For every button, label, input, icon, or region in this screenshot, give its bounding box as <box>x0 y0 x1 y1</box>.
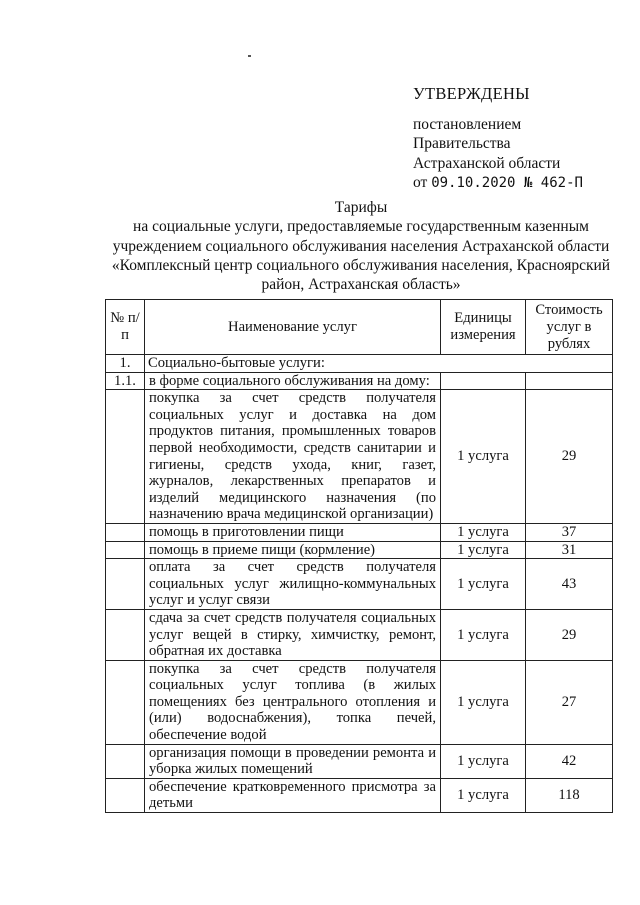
header-unit: Единицы измерения <box>441 300 526 355</box>
table-row <box>106 523 613 541</box>
approval-date-prefix: от <box>413 174 428 191</box>
row-unit: 1 услуга <box>441 778 526 812</box>
title-line-5: район, Астраханская область» <box>261 276 461 294</box>
subsection-cost <box>526 372 613 390</box>
row-num <box>106 660 145 744</box>
header-num: № п/п <box>106 300 145 355</box>
table-row <box>106 541 613 559</box>
row-unit: 1 услуга <box>441 390 526 524</box>
table-row <box>106 778 613 812</box>
table-row <box>106 744 613 778</box>
row-unit: 1 услуга <box>441 744 526 778</box>
row-name: организация помощи в проведении ремонта и уборка жилых помещений <box>145 744 441 778</box>
section-name: Социально-бытовые услуги: <box>145 355 613 373</box>
row-cost: 29 <box>526 609 613 660</box>
approval-heading: УТВЕРЖДЕНЫ <box>413 84 530 103</box>
section-num: 1. <box>106 355 145 373</box>
document-title <box>108 198 614 294</box>
row-cost: 27 <box>526 660 613 744</box>
row-num <box>106 778 145 812</box>
section-row <box>106 355 613 373</box>
table-row <box>106 609 613 660</box>
table-row <box>106 660 613 744</box>
row-name: оплата за счет средств получателя социальных услуг жилищно-коммунальных услуг и услуг связи <box>145 559 441 610</box>
title-line-4: «Комплексный центр социального обслуживания населения, Красноярский <box>111 256 611 274</box>
row-cost: 42 <box>526 744 613 778</box>
scan-speck <box>248 55 251 57</box>
row-cost: 43 <box>526 559 613 610</box>
row-unit: 1 услуга <box>441 609 526 660</box>
row-cost: 118 <box>526 778 613 812</box>
row-num <box>106 609 145 660</box>
row-cost: 29 <box>526 390 613 524</box>
tariff-table <box>105 299 613 813</box>
row-name: помощь в приеме пищи (кормление) <box>145 541 441 559</box>
title-line-2: на социальные услуги, предоставляемые государственным казенным <box>133 218 589 236</box>
row-name: покупка за счет средств получателя социальных услуг топлива (в жилых помещениях без центрального отопления и (или) водоснабжения), топка печей, обеспечение водой <box>145 660 441 744</box>
subsection-name: в форме социального обслуживания на дому: <box>145 372 441 390</box>
table-header-row <box>106 300 613 355</box>
row-name: помощь в приготовлении пищи <box>145 523 441 541</box>
row-name: покупка за счет средств получателя социальных услуг и доставка на дом продуктов питания, промышленных товаров первой необходимости, средств санитарии и гигиены, средств ухода, книг, газет, журналов, лекарственных препаратов и изделий медицинского назначения (по назначению врача медицинской организации) <box>145 390 441 524</box>
row-cost: 37 <box>526 523 613 541</box>
approval-date-value: 09.10.2020 № 462-П <box>431 175 583 191</box>
row-unit: 1 услуга <box>441 660 526 744</box>
approval-line-2: Правительства <box>413 135 511 152</box>
approval-line-3: Астраханской области <box>413 154 561 172</box>
row-num <box>106 390 145 524</box>
header-name: Наименование услуг <box>145 300 441 355</box>
row-num <box>106 559 145 610</box>
row-name: обеспечение кратковременного присмотра за детьми <box>145 778 441 812</box>
approval-date-line <box>413 173 583 194</box>
row-num <box>106 744 145 778</box>
subsection-row <box>106 372 613 390</box>
row-unit: 1 услуга <box>441 523 526 541</box>
row-num <box>106 523 145 541</box>
row-num <box>106 541 145 559</box>
row-unit: 1 услуга <box>441 559 526 610</box>
header-cost: Стоимость услуг в рублях <box>526 300 613 355</box>
title-line-3: учреждением социального обслуживания населения Астраханской области <box>112 237 610 255</box>
row-unit: 1 услуга <box>441 541 526 559</box>
row-name: сдача за счет средств получателя социальных услуг вещей в стирку, химчистку, ремонт, обратная их доставка <box>145 609 441 660</box>
table-row <box>106 390 613 524</box>
approval-line-1: постановлением <box>413 115 522 133</box>
approval-stamp-block <box>413 84 583 194</box>
subsection-num: 1.1. <box>106 372 145 390</box>
row-cost: 31 <box>526 541 613 559</box>
subsection-unit <box>441 372 526 390</box>
table-row <box>106 559 613 610</box>
title-line-1: Тарифы <box>334 199 388 216</box>
